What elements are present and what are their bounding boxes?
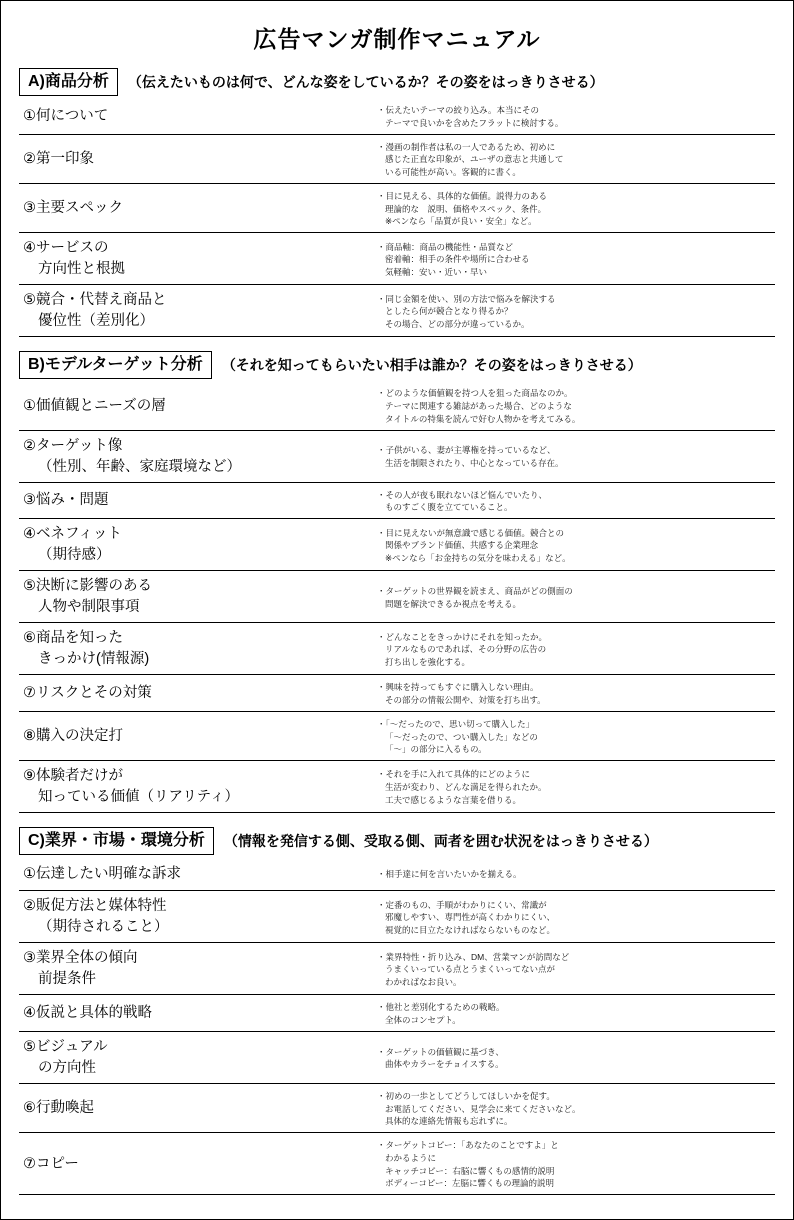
row-notes xyxy=(369,678,775,711)
note-line: 全体のコンセプト。 xyxy=(385,1015,461,1026)
note-line: 生活を制限されたり、中心となっている存在。 xyxy=(385,458,564,469)
row-label-line: ⑤ビジュアル xyxy=(23,1038,108,1055)
row-label-line: ②第一印象 xyxy=(23,150,94,167)
note-line: テーマで良いかを含めたフラットに検討する。 xyxy=(385,117,564,128)
section-rows xyxy=(19,98,775,337)
table-row xyxy=(19,233,775,285)
note-line: その部分の情報公開や、対策を打ち出す。 xyxy=(385,695,546,706)
analysis-section xyxy=(19,68,775,337)
note-line: ・ 興味を持ってもすぐに購入しない理由。 xyxy=(377,681,773,694)
table-row xyxy=(19,135,775,184)
row-label-line: ②販促方法と媒体特性 xyxy=(23,898,167,915)
section-badge: C)業界・市場・環境分析 xyxy=(19,827,214,855)
row-label xyxy=(19,860,369,890)
row-notes xyxy=(369,1035,775,1083)
row-label xyxy=(19,715,369,760)
note-line: ・ 他社と差別化するための戦略。 xyxy=(377,1001,773,1014)
row-notes xyxy=(369,764,775,812)
row-label-line: ③主要スペック xyxy=(23,200,123,217)
row-label xyxy=(19,626,369,674)
note-line: お電話してください、見学会に来てくださいなど。 xyxy=(385,1103,581,1114)
section-badge: A)商品分析 xyxy=(19,68,118,96)
table-row xyxy=(19,1032,775,1084)
note-line: ・ 業界特性・折り込み、DM、営業マンが訪問など xyxy=(377,951,773,964)
row-label-line: 優位性（差別化） xyxy=(38,313,154,330)
row-label-line: きっかけ(情報源) xyxy=(38,651,150,668)
page-title: 広告マンガ制作マニュアル xyxy=(253,26,541,52)
row-label-line: ①何について xyxy=(23,107,109,124)
note-line: 打ち出しを強化する。 xyxy=(385,657,471,668)
table-row xyxy=(19,891,775,943)
row-label xyxy=(19,522,369,570)
row-label-line: 人物や制限事項 xyxy=(38,599,140,616)
note-line: ・ 伝えたいテーマの絞り込み。本当にその xyxy=(377,104,773,117)
row-label-line: ⑥商品を知った xyxy=(23,630,123,647)
note-line: ・ 「～だったので、思い切って購入した」 xyxy=(377,718,773,731)
row-label xyxy=(19,1035,369,1083)
row-notes xyxy=(369,101,775,134)
note-line: うまくいっている点とうまくいってない点が xyxy=(385,964,556,975)
table-row xyxy=(19,712,775,761)
row-notes xyxy=(369,236,775,284)
note-line: いる可能性が高い。客観的に書く。 xyxy=(385,167,521,178)
row-notes xyxy=(369,384,775,429)
note-line: ・ ターゲットコピー：「あなたのことですよ」と xyxy=(377,1139,773,1152)
row-notes xyxy=(369,860,775,890)
table-row xyxy=(19,285,775,337)
note-line: 工夫で感じるような言葉を借りる。 xyxy=(385,794,522,805)
row-notes xyxy=(369,715,775,760)
analysis-section xyxy=(19,351,775,813)
row-label-line: 知っている価値（リアリティ） xyxy=(38,789,239,806)
analysis-section xyxy=(19,827,775,1195)
row-label xyxy=(19,138,369,183)
row-notes xyxy=(369,138,775,183)
row-notes xyxy=(369,626,775,674)
note-line: ・ 漫画の制作者は私の一人であるため、初めに xyxy=(377,141,773,154)
section-rows xyxy=(19,857,775,1195)
section-note: （それを知ってもらいたい相手は誰か？その姿をはっきりさせる） xyxy=(221,357,642,374)
note-line: 問題を解決できるか視点を考える。 xyxy=(385,598,522,609)
row-label xyxy=(19,486,369,519)
row-label-line: ⑥行動喚起 xyxy=(23,1099,94,1116)
note-line: ・ ターゲットの価値観に基づき、 xyxy=(377,1046,773,1059)
row-label-line: ⑦コピー xyxy=(23,1155,79,1172)
row-label-line: 前提条件 xyxy=(38,971,96,988)
note-line: わかればなお良い。 xyxy=(385,977,462,988)
row-label xyxy=(19,574,369,622)
row-notes xyxy=(369,894,775,942)
row-label-line: ⑤決断に影響のある xyxy=(23,578,152,595)
section-note: （情報を発信する側、受取る側、両者を囲む状況をはっきりさせる） xyxy=(223,833,658,850)
note-line: キャッチコピー：右脳に響くもの感情的説明 xyxy=(385,1165,555,1176)
table-row xyxy=(19,675,775,712)
note-line: 理論的な 説明、価格やスペック、条件。 xyxy=(385,203,547,214)
note-line: ・ 子供がいる、妻が主導権を持っているなど、 xyxy=(377,444,773,457)
section-rows xyxy=(19,381,775,813)
row-label xyxy=(19,678,369,711)
row-notes xyxy=(369,288,775,336)
row-label-line: ⑨体験者だけが xyxy=(23,768,123,785)
table-row xyxy=(19,184,775,233)
table-row xyxy=(19,943,775,995)
row-label-line: ⑦リスクとその対策 xyxy=(23,685,152,702)
row-notes xyxy=(369,187,775,232)
row-label-line: ③悩み・問題 xyxy=(23,492,109,509)
row-label xyxy=(19,764,369,812)
row-label-line: ④仮説と具体的戦略 xyxy=(23,1005,152,1022)
row-label-line: 方向性と根拠 xyxy=(38,261,125,278)
row-label-line: ④ベネフィット xyxy=(23,526,122,543)
note-line: ・ 相手達に何を言いたいかを揃える。 xyxy=(377,868,773,881)
note-line: わかるように xyxy=(385,1152,437,1163)
note-line: としたら何が競合となり得るか？ xyxy=(385,306,513,317)
row-notes xyxy=(369,486,775,519)
row-label-line: ①価値観とニーズの層 xyxy=(23,397,166,414)
table-row xyxy=(19,761,775,813)
table-row xyxy=(19,1084,775,1133)
section-badge: B)モデルターゲット分析 xyxy=(19,351,212,379)
note-line: ・ その人が夜も眠れないほど悩んでいたり、 xyxy=(377,489,773,502)
table-row xyxy=(19,519,775,571)
row-label xyxy=(19,384,369,429)
note-line: ボディーコピー：左脳に響くもの理論的説明 xyxy=(385,1178,554,1189)
row-label-line: ④サービスの xyxy=(23,240,109,257)
note-line: 具体的な連絡先情報も忘れずに。 xyxy=(385,1116,513,1127)
note-line: ・ 商品軸：商品の機能性・品質など xyxy=(377,241,773,254)
section-header xyxy=(19,68,775,96)
note-line: ・ ターゲットの世界観を読まえ、商品がどの側面の xyxy=(377,585,773,598)
row-label xyxy=(19,1087,369,1132)
table-row xyxy=(19,98,775,135)
row-label-line: ⑧購入の決定打 xyxy=(23,727,123,744)
row-label xyxy=(19,894,369,942)
note-line: 生活が変わり、どんな満足を得られたか。 xyxy=(385,782,547,793)
note-line: タイトルの特集を読んで好む人物かを考えてみる。 xyxy=(385,413,581,424)
row-label-line: （性別、年齢、家庭環境など） xyxy=(38,458,241,475)
row-label-line: ⑤競合・代替え商品と xyxy=(23,292,167,309)
note-line: ※ペンなら「お金持ちの気分を味わえる」など。 xyxy=(385,553,571,564)
row-label-line: の方向性 xyxy=(38,1059,96,1076)
table-row xyxy=(19,381,775,430)
table-row xyxy=(19,1133,775,1195)
note-line: ・ 定番のもの、手順がわかりにくい、常識が xyxy=(377,899,773,912)
row-label xyxy=(19,187,369,232)
note-line: 邪魔しやすい、専門性が高くわかりにくい、 xyxy=(385,912,556,923)
row-label-line: （期待感） xyxy=(38,547,111,564)
row-notes xyxy=(369,574,775,622)
note-line: 感じた正直な印象が、ユーザの意志と共通して xyxy=(385,154,564,165)
row-label-line: ②ターゲット像 xyxy=(23,437,123,454)
row-notes xyxy=(369,946,775,994)
row-label xyxy=(19,434,369,482)
note-line: 「～だったので、つい購入した」などの xyxy=(385,731,538,742)
row-label-line: ③業界全体の傾向 xyxy=(23,950,138,967)
row-notes xyxy=(369,1136,775,1194)
section-note: （伝えたいものは何で、どんな姿をしているか？その姿をはっきりさせる） xyxy=(127,74,604,91)
note-line: 曲体やカラーをチョイスする。 xyxy=(385,1059,504,1070)
section-header xyxy=(19,351,775,379)
note-line: テーマに関連する雑誌があった場合、どのような xyxy=(385,401,572,412)
row-notes xyxy=(369,998,775,1031)
note-line: ※ペンなら「品質が良い・安全」など。 xyxy=(385,216,537,227)
row-label-line: （期待されること） xyxy=(38,919,169,936)
row-label xyxy=(19,998,369,1031)
note-line: 視覚的に目立たなければならないものなど。 xyxy=(385,925,556,936)
table-row xyxy=(19,857,775,891)
sections-container xyxy=(19,68,775,1195)
note-line: 関係やブランド価値、共感する企業理念 xyxy=(385,540,539,551)
table-row xyxy=(19,571,775,623)
row-label xyxy=(19,236,369,284)
row-label xyxy=(19,1136,369,1194)
note-line: 気軽軸：安い・近い・早い xyxy=(385,267,488,278)
note-line: ・ どんなことをきっかけにそれを知ったか。 xyxy=(377,631,773,644)
note-line: ・ それを手に入れて具体的にどのように xyxy=(377,768,773,781)
table-row xyxy=(19,483,775,520)
note-line: ・ 目に見える、具体的な価値。説得力のある xyxy=(377,190,773,203)
row-label xyxy=(19,946,369,994)
note-line: ・ どのような価値観を持つ人を狙った商品なのか。 xyxy=(377,387,773,400)
row-label xyxy=(19,288,369,336)
section-header xyxy=(19,827,775,855)
note-line: ものすごく腹を立てていること。 xyxy=(385,502,513,513)
note-line: ・ 同じ金額を使い、別の方法で悩みを解決する xyxy=(377,293,773,306)
table-row xyxy=(19,995,775,1032)
row-notes xyxy=(369,522,775,570)
row-notes xyxy=(369,1087,775,1132)
row-label-line: ①伝達したい明確な訴求 xyxy=(23,865,181,882)
note-line: ・ 目に見えないが無意識で感じる価値。競合との xyxy=(377,527,773,540)
note-line: ・ 初めの一歩としてどうしてほしいかを促す。 xyxy=(377,1090,773,1103)
row-notes xyxy=(369,434,775,482)
note-line: 密着軸：相手の条件や場所に合わせる xyxy=(385,254,530,265)
note-line: その場合、どの部分が違っているか。 xyxy=(385,319,530,330)
table-row xyxy=(19,623,775,675)
row-label xyxy=(19,101,369,134)
note-line: 「～」の部分に入るもの。 xyxy=(385,744,487,755)
table-row xyxy=(19,431,775,483)
note-line: リアルなものであれば、その分野の広告の xyxy=(385,644,547,655)
